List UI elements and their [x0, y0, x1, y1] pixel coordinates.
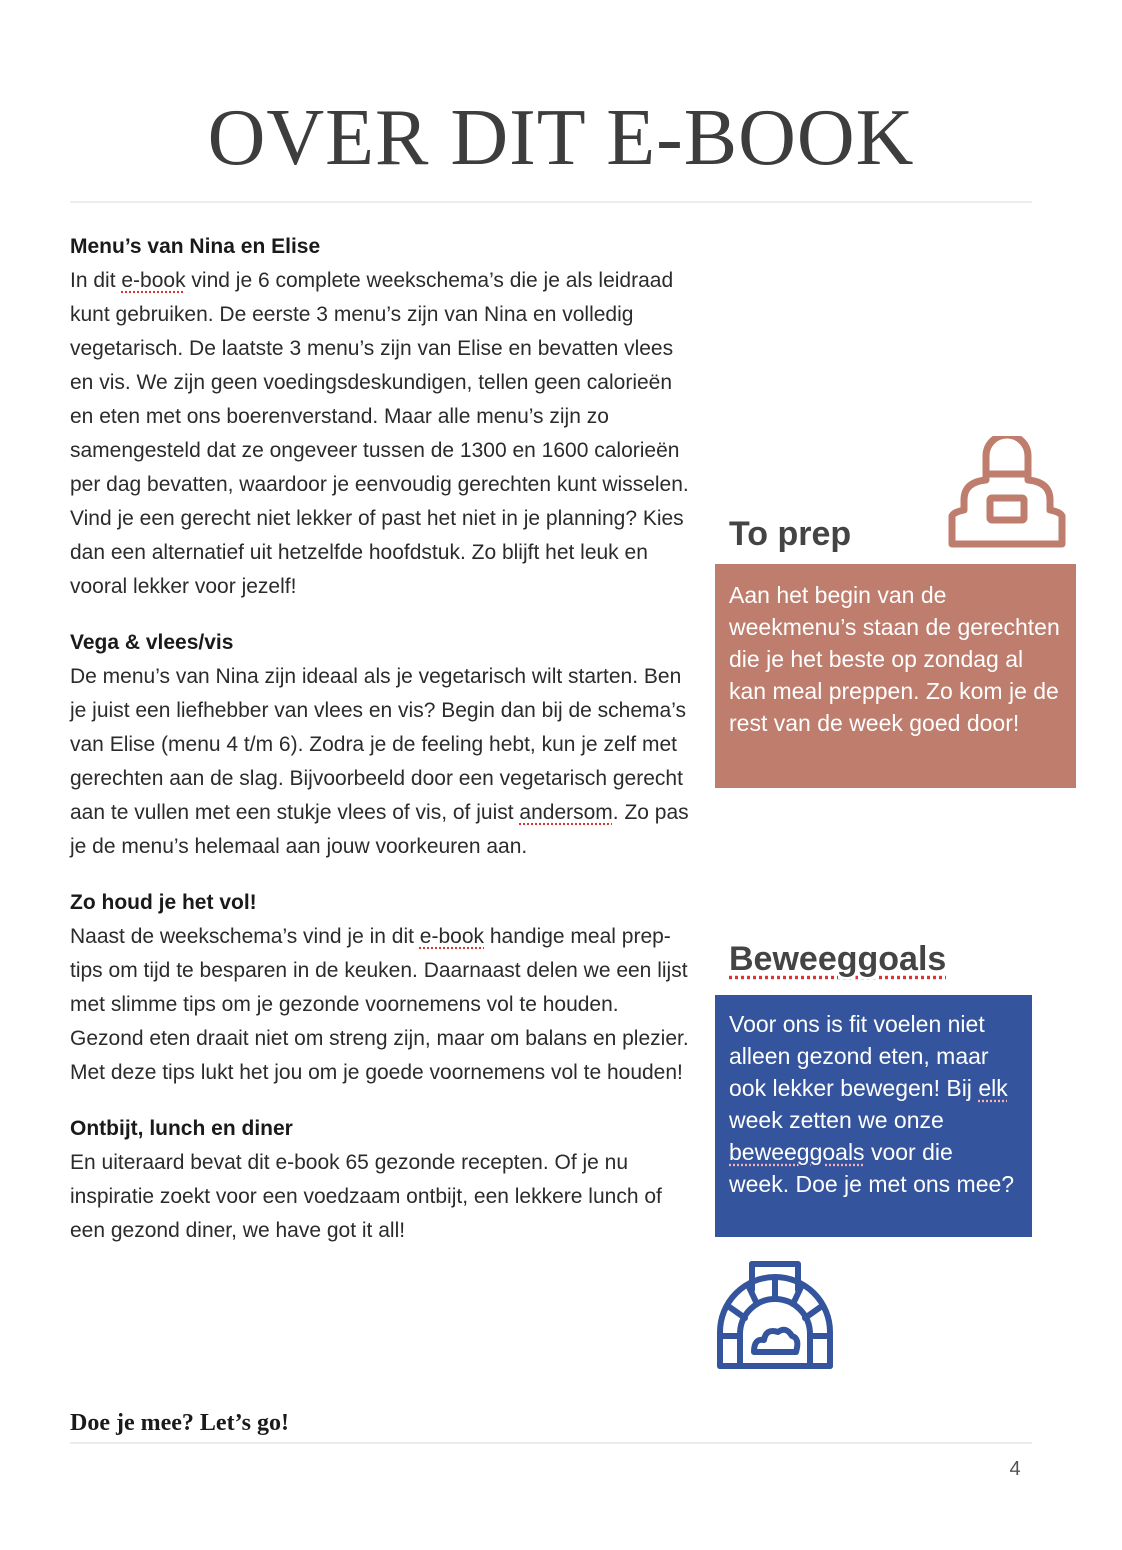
body-text: In dit [70, 269, 122, 292]
footer-divider [70, 1442, 1032, 1444]
section-heading: Vega & vlees/vis [70, 631, 234, 654]
goals-heading-text: Beweeggoals [729, 940, 947, 978]
section-vol [70, 886, 690, 1090]
section-heading: Zo houd je het vol! [70, 891, 257, 914]
box-text: voor die week. Doe je met ons mee? [729, 1139, 1015, 1197]
section-body [70, 264, 690, 604]
oven-icon [712, 1260, 838, 1372]
section-heading: Menu’s van Nina en Elise [70, 235, 321, 258]
page-title: OVER DIT E-BOOK [207, 94, 915, 182]
spellcheck-word: beweeggoals [729, 1139, 865, 1165]
prep-box: Aan het begin van de weekmenu’s staan de gerechten die je het beste op zondag al kan meal preppen. Zo kom je de rest van de week goed door! [715, 564, 1076, 788]
box-text: week zetten we onze [729, 1107, 944, 1133]
prep-heading: To prep [729, 515, 852, 553]
spellcheck-word: e-book [419, 925, 485, 948]
section-menus [70, 230, 690, 604]
section-meals [70, 1112, 690, 1248]
spellcheck-word: andersom [519, 801, 613, 824]
goals-heading [729, 938, 946, 980]
section-body [70, 660, 690, 864]
body-text: . Zo pas je de menu’s helemaal aan jouw voorkeuren aan. [70, 801, 689, 858]
body-text: handige meal prep-tips om tijd te besparen in de keuken. Daarnaast delen we een lijst met slimme tips om je gezonde voornemens vol te houden. Gezond eten draait niet om streng zijn, maar om balans en plezier. Met deze tips lukt het jou om je goede voornemens vol te houden! [70, 925, 689, 1084]
section-heading: Ontbijt, lunch en diner [70, 1117, 293, 1140]
goals-box [715, 995, 1032, 1237]
body-text: De menu’s van Nina zijn ideaal als je vegetarisch wilt starten. Ben je juist een liefhebber van vlees en vis? Begin dan bij de schema’s van Elise (menu 4 t/m 6). Zodra je de feeling hebt, kun je zelf met gerechten aan de slag. Bijvoorbeeld door een vegetarisch gerecht aan te vullen met een stukje vlees of vis, of juist [70, 665, 686, 824]
title-divider [70, 201, 1032, 203]
body-text: vind je 6 complete weekschema’s die je als leidraad kunt gebruiken. De eerste 3 menu’s zijn van Nina en volledig vegetarisch. De laatste 3 menu’s zijn van Elise en bevatten vlees en vis. We zijn geen voedingsdeskundigen, tellen geen calorieën en eten met ons boerenverstand. Maar alle menu’s zijn zo samengesteld dat ze ongeveer tussen de 1300 en 1600 calorieën per dag bevatten, waardoor je eenvoudig gerechten kunt wisselen. Vind je een gerecht niet lekker of past het niet in je planning? Kies dan een alternatief uit hetzelfde hoofdstuk. Zo blijft het leuk en vooral lekker voor jezelf! [70, 269, 689, 598]
body-text: En uiteraard bevat dit e-book 65 gezonde recepten. Of je nu inspiratie zoekt voor een voedzaam ontbijt, een lekkere lunch of een gezond diner, we have got it all! [70, 1151, 662, 1242]
section-body [70, 920, 690, 1090]
spellcheck-word: e-book [121, 269, 186, 292]
section-body [70, 1146, 690, 1248]
spellcheck-word: elk [978, 1075, 1008, 1101]
section-vega [70, 626, 690, 864]
page-number: 4 [1009, 1458, 1021, 1480]
apron-icon [946, 436, 1068, 550]
box-text: Voor ons is fit voelen niet alleen gezond eten, maar ook lekker bewegen! Bij [729, 1011, 989, 1101]
closing-line: Doe je mee? Let’s go! [70, 1410, 290, 1436]
main-column [70, 230, 690, 1270]
body-text: Naast de weekschema’s vind je in dit [70, 925, 420, 948]
